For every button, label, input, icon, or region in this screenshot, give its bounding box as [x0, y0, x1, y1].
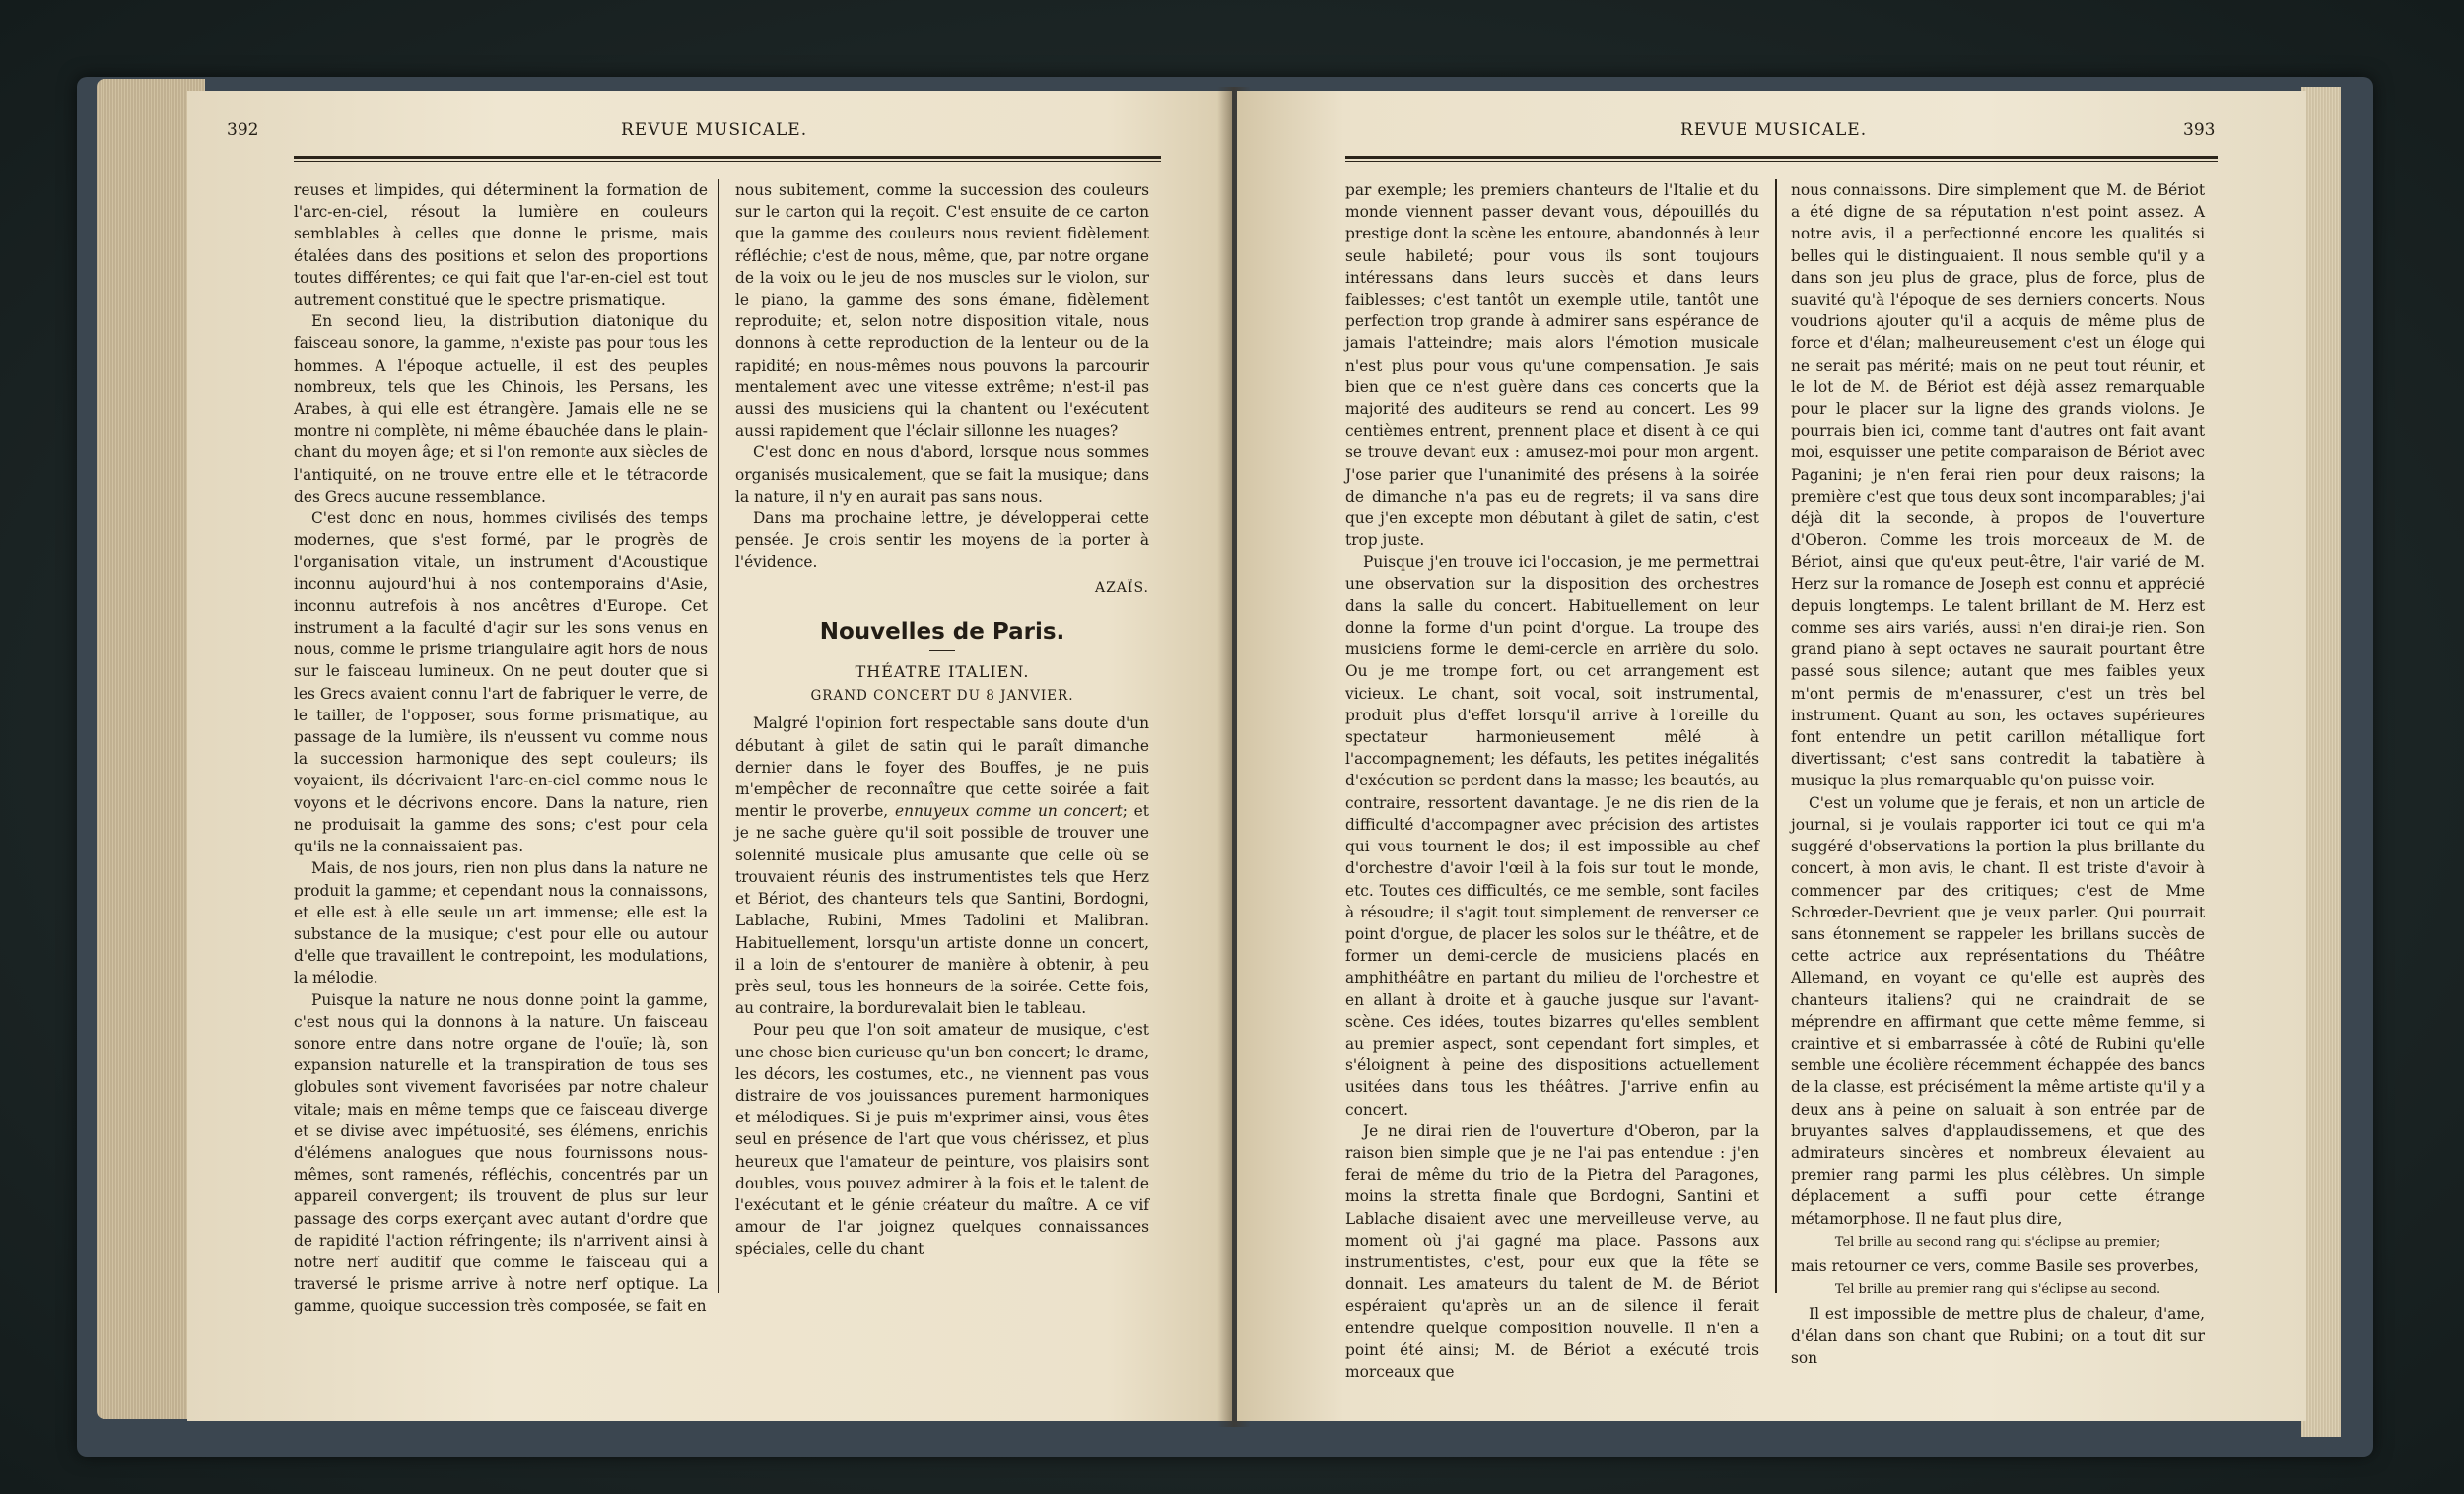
header-rule — [294, 156, 1161, 162]
paragraph: Malgré l'opinion fort respectable sans doute d'un débutant à gilet de satin qui le paraît dimanche dernier dans le foyer des Bouffes, je ne puis m'empêcher de reconnaître que cette soirée a fait mentir le proverbe, ennuyeux comme un concert; et je ne sache guère qu'il soit possible de trouver une solennité musicale plus amusante que celle où se trouvaient réunis des instrumentistes tels que Herz et Bériot, des chanteurs tels que Santini, Bordogni, Lablache, Rubini, Mmes Tadolini et Malibran. Habituellement, lorsqu'un artiste donne un concert, il a loin de s'entourer de manière à obtenir, à peu près seul, tous les honneurs de la soirée. Cette fois, au contraire, la bordurevalait bien le tableau. — [735, 714, 1149, 1018]
left-page — [187, 91, 1232, 1421]
concert-heading: GRAND CONCERT DU 8 JANVIER. — [810, 688, 1074, 705]
column-1 — [294, 179, 708, 1318]
theatre-heading: THÉATRE ITALIEN. — [855, 662, 1030, 682]
signature: AZAÏS. — [1094, 579, 1149, 596]
running-head: REVUE MUSICALE. — [1680, 120, 1868, 140]
page-edges-right — [2301, 87, 2341, 1437]
column-2 — [1791, 179, 2205, 1369]
header-rule — [1345, 156, 2218, 162]
paragraph: par exemple; les premiers chanteurs de l'Italie et du monde viennent passer devant vous, dépouillés du prestige dont la scène les entoure, abandonnés à leur seule habileté; pour vous ils sont toujours intéressans dans leurs succès et dans leurs faiblesses; c'est tantôt un exemple utile, tantôt une perfection trop grande à admirer sans espérance de jamais l'atteindre; mais alors l'émotion musicale n'est plus pour vous qu'une compensation. Je sais bien que ce n'est guère dans ces concerts que la majorité des auditeurs se rend au concert. Les 99 centièmes entrent, prennent place et disent à ce qui se trouve devant eux : amusez-moi pour mon argent. J'ose parier que l'unanimité des présens à la soirée de dimanche n'a pas eu de regrets; il va sans dire que j'en excepte mon débutant à gilet de satin, c'est trop juste. — [1345, 181, 1759, 550]
paragraph: nous connaissons. Dire simplement que M. de Bériot a été digne de sa réputation n'est point assez. A notre avis, il a perfectionné encore les qualités si belles qui le distinguaient. Il nous semble qu'il y a dans son jeu plus de grace, plus de force, plus de suavité qu'à l'époque de ses derniers concerts. Nous voudrions ajouter qu'il a acquis de même plus de force et d'élan; malheureusement c'est un éloge qui ne serait pas mérité; mais on ne peut tout réunir, et le lot de M. de Bériot est déjà assez remarquable pour le placer sur la ligne des grands violons. Je pourrais bien ici, comme tant d'autres ont fait avant moi, esquisser une petite comparaison de Bériot avec Paganini; je n'en ferai rien pour deux raisons; la première c'est que tous deux sont incomparables; j'ai déjà dit la seconde, à propos de l'ouverture d'Oberon. Comme les trois morceaux de M. de Bériot, ainsi que qu'eux peut-être, l'air varié de M. Herz sur la romance de Joseph est connu et apprécié depuis longtemps. Le talent brillant de M. Herz est comme ses airs variés, aussi n'en dirai-je rien. Son grand piano à sept octaves ne saurait pourtant être passé sous silence; autant que mes faibles yeux m'ont permis de m'enassurer, c'est un très bel instrument. Quant au son, les octaves supérieures font entendre un petit carillon métallique fort divertissant; c'est sans contredit la tabatière à musique la plus remarquable qu'on puisse voir. — [1791, 181, 2205, 790]
paragraph: Pour peu que l'on soit amateur de musique, c'est une chose bien curieuse qu'un bon concert; le drame, les décors, les costumes, etc., ne viennent pas vous distraire de vos jouissances purement harmoniques et mélodiques. Si je puis m'exprimer ainsi, vous êtes seul en présence de l'art que vous chérissez, et plus heureux que l'amateur de peinture, vos plaisirs sont doubles, vous pouvez admirer à la fois et le talent de l'exécutant et le génie créateur du maître. A ce vif amour de l'ar joignez quelques connaissances spéciales, celle du chant — [735, 1021, 1149, 1258]
paragraph: Mais, de nos jours, rien non plus dans la nature ne produit la gamme; et cependant nous la connaissons, et elle est à elle seule un art immense; elle est la substance de la musique; c'est pour elle ou autour d'elle que travaillent le contrepoint, les modulations, la mélodie. — [294, 859, 708, 987]
column-divider — [1775, 179, 1777, 1293]
paragraph: Puisque la nature ne nous donne point la gamme, c'est nous qui la donnons à la nature. Un faisceau sonore entre dans notre organe de l'ouïe; là, son expansion naturelle et la transpiration de tous ses globules sont vivement favorisées par notre chaleur vitale; mais en même temps que ce faisceau diverge et se divise avec impétuosité, ses élémens, enrichis d'élémens analogues que nous fournissons nous-mêmes, sont ramenés, réfléchis, concentrés par un appareil convergent; ils trouvent de plus sur leur passage des corps exerçant avec autant d'ordre que de rapidité l'action réfringente; ils n'arrivent ainsi à notre nerf auditif que comme le faisceau qui a traversé le prisme arrive à notre nerf optique. La gamme, quoique succession très composée, se fait en — [294, 990, 708, 1316]
divider — [929, 650, 955, 651]
column-1 — [1345, 179, 1759, 1383]
page-number: 393 — [2183, 120, 2216, 140]
section-title: Nouvelles de Paris. — [819, 618, 1065, 645]
paragraph: C'est donc en nous d'abord, lorsque nous sommes organisés musicalement, que se fait la musique; dans la nature, il n'y en aurait pas sans nous. — [735, 443, 1149, 506]
paragraph: En second lieu, la distribution diatonique du faisceau sonore, la gamme, n'existe pas pour tous les hommes. A l'époque actuelle, il est des peuples nombreux, tels que les Chinois, les Persans, les Arabes, à qui elle est étrangère. Jamais elle ne se montre ni complète, ni même ébauchée dans le plain-chant du moyen âge; et si l'on remonte aux siècles de l'antiquité, on ne trouve entre elle et le tétracorde des Grecs aucune ressemblance. — [294, 312, 708, 506]
paragraph: Je ne dirai rien de l'ouverture d'Oberon, par la raison bien simple que je ne l'ai pas entendue : j'en ferai de même du trio de la Pietra del Paragones, moins la stretta finale que Bordogni, Santini et Lablache disaient avec une merveilleuse verve, au moment où j'ai gagné ma place. Passons aux instrumentistes, c'est, pour eux que la fête se donnait. Les amateurs du talent de M. de Bériot espéraient qu'après un an de silence il ferait entendre quelque composition nouvelle. Il n'en a point été ainsi; M. de Bériot a exécuté trois morceaux que — [1345, 1121, 1759, 1381]
column-divider — [718, 179, 719, 1293]
right-page — [1237, 91, 2306, 1421]
page-number: 392 — [227, 120, 259, 140]
column-2 — [735, 179, 1149, 1260]
verse-quote: Tel brille au second rang qui s'éclipse au premier; — [1834, 1234, 2161, 1250]
paragraph: Dans ma prochaine lettre, je développerai cette pensée. Je crois sentir les moyens de la porter à l'évidence. — [735, 509, 1149, 572]
running-head: REVUE MUSICALE. — [621, 120, 808, 140]
paragraph: Puisque j'en trouve ici l'occasion, je me permettrai une observation sur la disposition des orchestres dans la salle du concert. Habituellement on leur donne la forme d'un point d'orgue. La troupe des musiciens forme le demi-cercle en arrière du solo. Ou je me trompe fort, ou cet arrangement est vicieux. Le chant, soit vocal, soit instrumental, produit plus d'effet lorsqu'il arrive à l'oreille du spectateur harmonieusement mêlé à l'accompagnement; les défauts, les petites inégalités d'exécution se perdent dans la masse; les beautés, au contraire, ressortent davantage. Je ne dis rien de la difficulté d'accompagner avec précision des artistes qui vous tournent le dos; il est impossible au chef d'orchestre d'avoir l'œil à la fois sur tout le monde, etc. Toutes ces difficultés, ce me semble, sont faciles à résoudre; il s'agit tout simplement de renverser ce point d'orgue, de placer les solos sur le théâtre, et de former un demi-cercle de musiciens placés en amphithéâtre en partant du milieu de l'orchestre et en allant à droite et à gauche jusque sur l'avant-scène. Ces idées, toutes bizarres qu'elles semblent au premier aspect, sont cependant fort simples, et s'éloignent à peine des dispositions actuellement usitées dans tous les théâtres. J'arrive enfin au concert. — [1345, 553, 1759, 1119]
paragraph: C'est un volume que je ferais, et non un article de journal, si je voulais rapporter ici tout ce qui m'a suggéré d'observations la portion la plus brillante du concert, à mon avis, le chant. Il est triste d'avoir à commencer par des critiques; c'est de Mme Schrœder-Devrient que je veux parler. Qui pourrait sans étonnement se rappeler les brillans succès de cette actrice aux représentations du Théâtre Allemand, en voyant ce qu'elle est auprès des chanteurs italiens? qui ne craindrait de se méprendre en affirmant que cette même femme, si craintive et si embarrassée à côté de Rubini qu'elle semble une écolière récemment échappée des bancs de la classe, est précisément la même artiste qu'il y a deux ans à peine on saluait à son entrée par de bruyantes salves d'applaudissemens, et que des admirateurs sincères et nombreux élevaient au premier rang parmi les plus célèbres. Un simple déplacement a suffi pour cette étrange métamorphose. Il ne faut plus dire, — [1791, 793, 2205, 1228]
verse-quote: Tel brille au premier rang qui s'éclipse au second. — [1834, 1282, 2161, 1298]
paragraph: reuses et limpides, qui déterminent la formation de l'arc-en-ciel, résout la lumière en couleurs semblables à celles que donne le prisme, mais étalées dans des positions et selon des proportions toutes différentes; ce qui fait que l'ar-en-ciel est tout autrement constitué que le spectre prismatique. — [294, 181, 708, 309]
paragraph: Il est impossible de mettre plus de chaleur, d'ame, d'élan dans son chant que Rubini; on a tout dit sur son — [1791, 1305, 2205, 1367]
paragraph: mais retourner ce vers, comme Basile ses proverbes, — [1791, 1256, 2199, 1275]
paragraph: nous subitement, comme la succession des couleurs sur le carton qui la reçoit. C'est ensuite de ce carton que la gamme des couleurs nous revient fidèlement réfléchie; c'est de nous, même, que, par notre organe de la voix ou le jeu de nos muscles sur le violon, sur le piano, la gamme des sons émane, fidèlement reproduite; et, selon notre disposition vitale, nous donnons à cette reproduction de la lenteur ou de la rapidité; en nous-mêmes nous pouvons la parcourir mentalement avec une vitesse extrême; n'est-il pas aussi des musiciens qui la chantent ou l'exécutent aussi rapidement que l'éclair sillonne les nuages? — [735, 181, 1149, 441]
paragraph: C'est donc en nous, hommes civilisés des temps modernes, que s'est formé, par le progrès de l'organisation vitale, un instrument d'Acoustique inconnu aujourd'hui à nos contemporains d'Asie, inconnu autrefois à nos ancêtres d'Europe. Cet instrument a la faculté d'agir sur les sons venus en nous, comme le prisme triangulaire agit hors de nous sur le faisceau lumineux. On ne peut douter que si les Grecs avaient connu l'art de fabriquer le verre, de le tailler, de l'opposer, sous forme prismatique, au passage de la lumière, ils n'eussent vu comme nous la succession harmonique des sept couleurs; ils voyaient, ils décrivaient l'arc-en-ciel comme nous le voyons et le décrivons encore. Dans la nature, rien ne produisait la gamme des sons; c'est pour cela qu'ils ne la connaissaient pas. — [294, 509, 708, 856]
